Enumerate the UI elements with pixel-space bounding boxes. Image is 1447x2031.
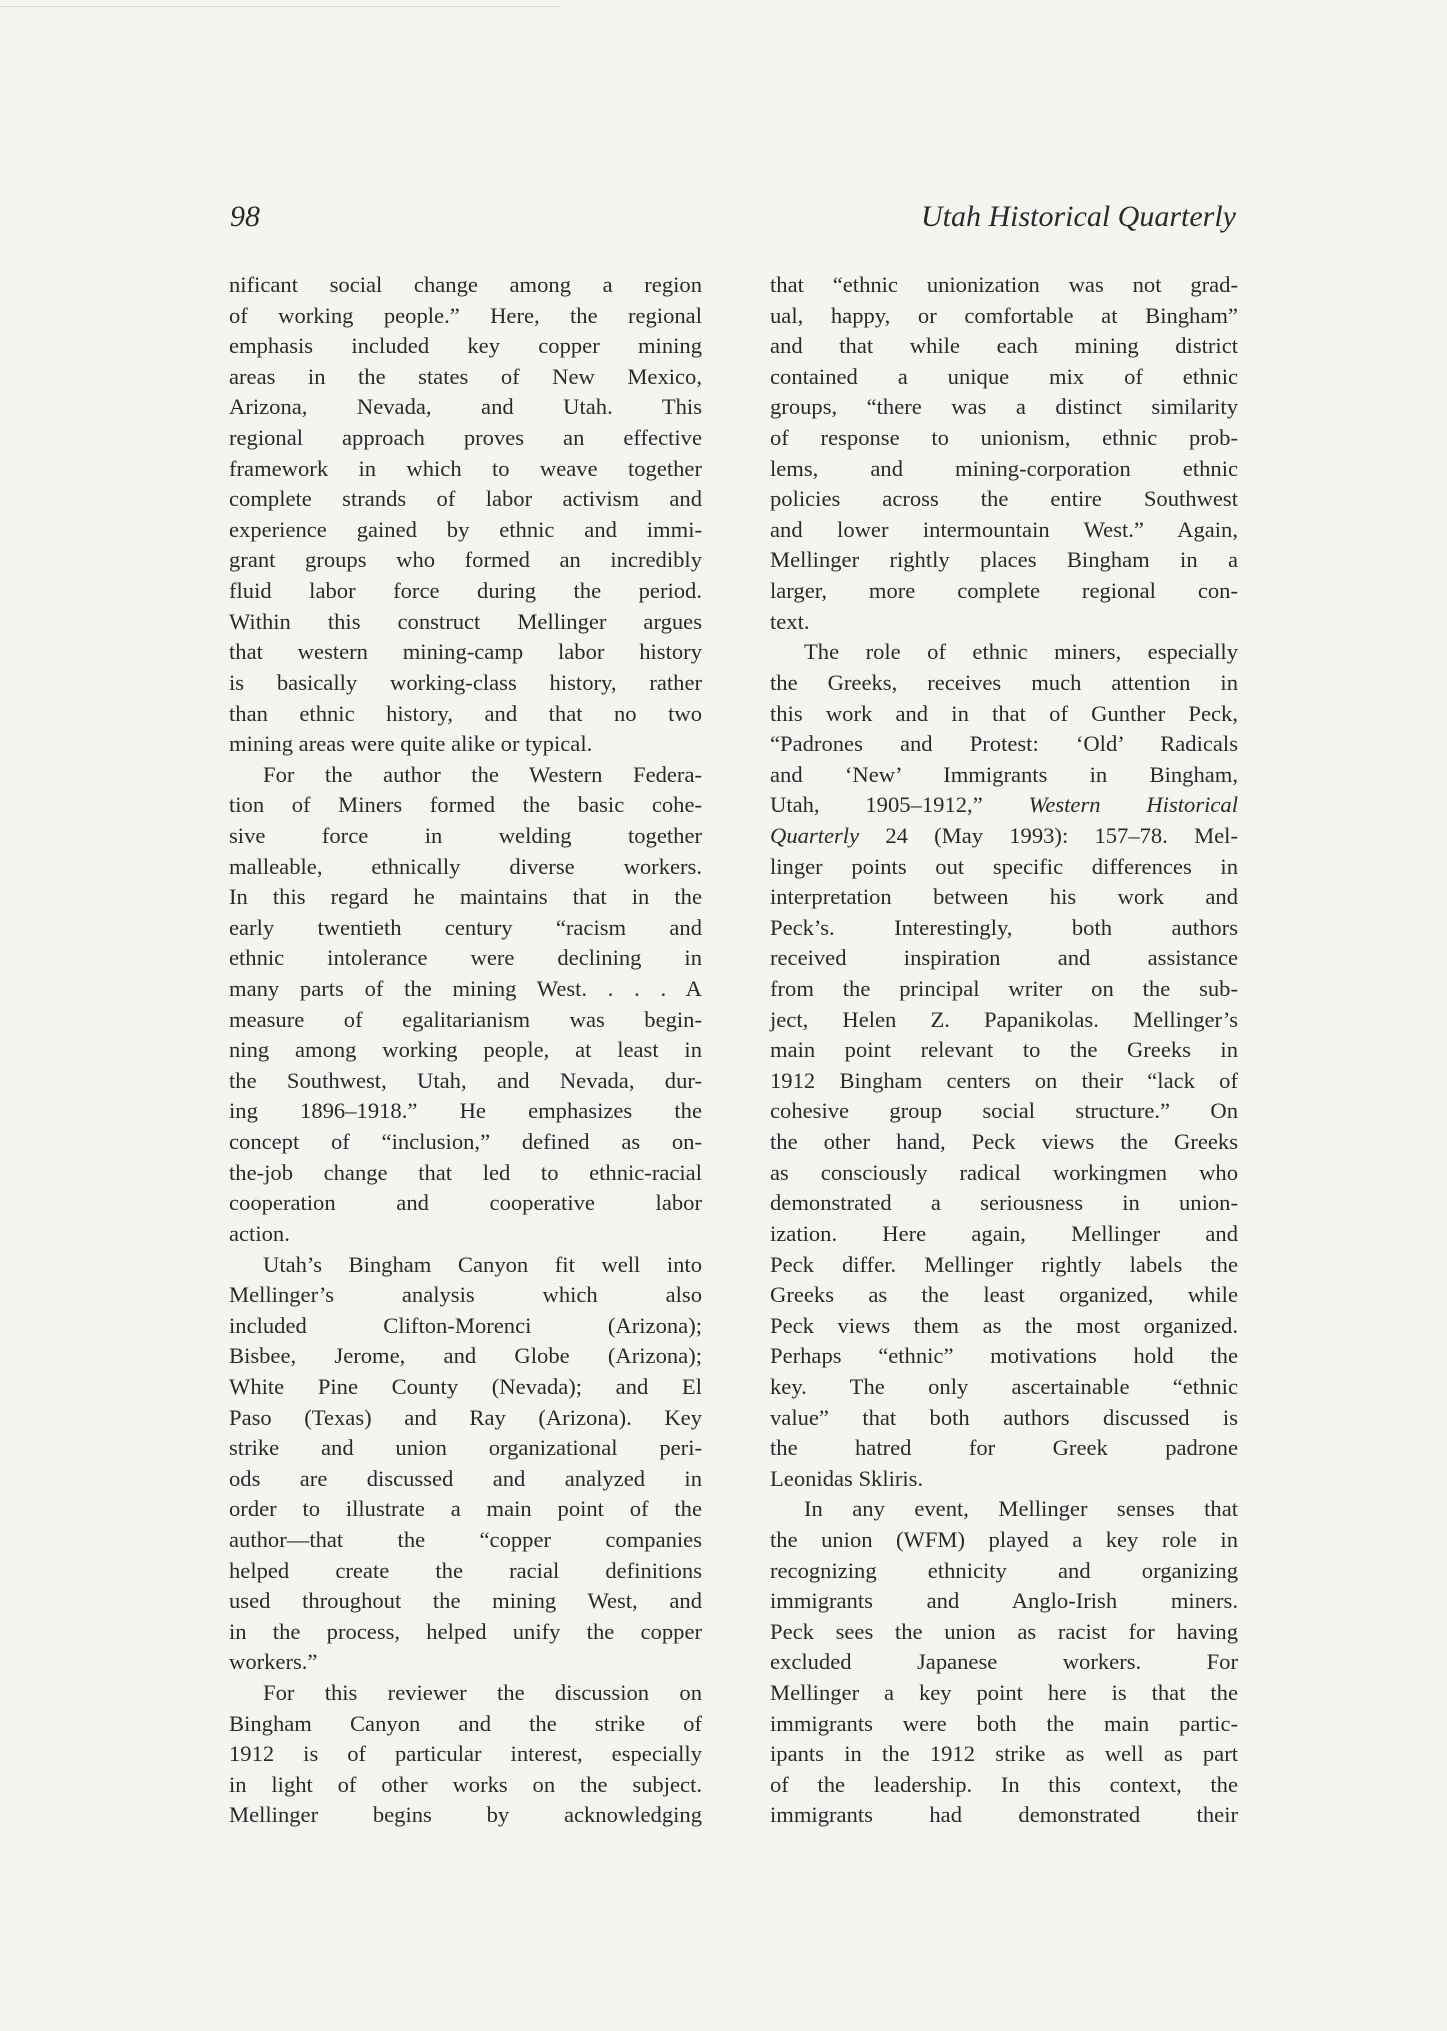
text-line <box>229 1188 702 1219</box>
line-text: in light of other works on the subject. <box>229 1771 702 1797</box>
text-line <box>770 1219 1238 1250</box>
text-line <box>770 1341 1238 1372</box>
line-text: ipants in the 1912 strike as well as part <box>770 1741 1238 1767</box>
line-text: Paso (Texas) and Ray (Arizona). Key <box>229 1404 702 1430</box>
line-text: Perhaps “ethnic” motivations hold the <box>770 1343 1238 1369</box>
line-text: policies across the entire Southwest <box>770 486 1238 512</box>
line-text: as consciously radical workingmen who <box>770 1159 1238 1185</box>
text-line <box>770 1158 1238 1189</box>
line-text: Arizona, Nevada, and Utah. This <box>229 394 702 420</box>
text-line <box>770 362 1238 393</box>
line-text: than ethnic history, and that no two <box>229 700 702 726</box>
line-text: White Pine County (Nevada); and El <box>229 1373 702 1399</box>
line-text: this work and in that of Gunther Peck, <box>770 700 1238 726</box>
line-text: Peck differ. Mellinger rightly labels the <box>770 1251 1238 1277</box>
text-line <box>770 331 1238 362</box>
text-line <box>229 1372 702 1403</box>
text-line <box>229 1556 702 1587</box>
line-text: For this reviewer the discussion on <box>263 1680 702 1706</box>
line-text: sive force in welding together <box>229 822 702 848</box>
text-line <box>770 392 1238 423</box>
line-text: the Southwest, Utah, and Nevada, dur- <box>229 1067 702 1093</box>
line-text: included Clifton-Morenci (Arizona); <box>229 1312 702 1338</box>
text-line <box>229 1647 702 1678</box>
text-line <box>770 913 1238 944</box>
line-text: lems, and mining-corporation ethnic <box>770 455 1238 481</box>
line-text: Mellinger’s analysis which also <box>229 1282 702 1308</box>
text-line <box>229 1709 702 1740</box>
line-text: recognizing ethnicity and organizing <box>770 1557 1238 1583</box>
text-line <box>770 301 1238 332</box>
line-text: Peck’s. Interestingly, both authors <box>770 914 1238 940</box>
text-line <box>229 882 702 913</box>
line-text: immigrants and Anglo-Irish miners. <box>770 1588 1238 1614</box>
line-text: author—that the “copper companies <box>229 1526 702 1552</box>
text-line <box>770 1005 1238 1036</box>
text-line <box>229 1096 702 1127</box>
line-text: cooperation and cooperative labor <box>229 1190 702 1216</box>
line-text: linger points out specific differences in <box>770 853 1238 879</box>
text-line <box>770 454 1238 485</box>
line-text: regional approach proves an effective <box>229 425 702 451</box>
text-line <box>770 1525 1238 1556</box>
line-text: malleable, ethnically diverse workers. <box>229 853 702 879</box>
text-line <box>229 821 702 852</box>
text-line <box>229 1250 702 1281</box>
text-line <box>229 1739 702 1770</box>
text-line <box>229 1617 702 1648</box>
text-line <box>770 1739 1238 1770</box>
line-text: groups, “there was a distinct similarity <box>770 394 1238 420</box>
text-line <box>770 1647 1238 1678</box>
line-text: contained a unique mix of ethnic <box>770 363 1238 389</box>
right-column <box>770 270 1238 1831</box>
text-line <box>770 1280 1238 1311</box>
line-text: used throughout the mining West, and <box>229 1588 702 1614</box>
text-line <box>770 1250 1238 1281</box>
text-line <box>770 1494 1238 1525</box>
line-text: the-job change that led to ethnic-racial <box>229 1159 702 1185</box>
text-line <box>229 331 702 362</box>
line-text: Mellinger rightly places Bingham in a <box>770 547 1238 573</box>
text-line <box>770 1127 1238 1158</box>
line-text: Bisbee, Jerome, and Globe (Arizona); <box>229 1343 702 1369</box>
line-text: immigrants were both the main partic- <box>770 1710 1238 1736</box>
line-text: Within this construct Mellinger argues <box>229 608 702 634</box>
line-text: value” that both authors discussed is <box>770 1404 1238 1430</box>
page-number: 98 <box>230 200 260 233</box>
line-text: of the leadership. In this context, the <box>770 1771 1238 1797</box>
line-text: In any event, Mellinger senses that <box>804 1496 1238 1522</box>
line-text: Peck sees the union as racist for having <box>770 1618 1238 1644</box>
text-line <box>770 1433 1238 1464</box>
line-text: is basically working-class history, rather <box>229 669 702 695</box>
text-line <box>229 1005 702 1036</box>
line-text: nificant social change among a region <box>229 272 702 297</box>
line-text: order to illustrate a main point of the <box>229 1496 702 1522</box>
line-text: the Greeks, receives much attention in <box>770 669 1238 695</box>
text-line <box>229 1035 702 1066</box>
text-line <box>770 1403 1238 1434</box>
line-text: excluded Japanese workers. For <box>770 1649 1238 1675</box>
text-line <box>229 1066 702 1097</box>
text-line <box>229 607 702 638</box>
text-line <box>770 515 1238 546</box>
italic-title: Quarterly <box>770 822 860 848</box>
text-line <box>770 1678 1238 1709</box>
line-text: action. <box>229 1220 290 1246</box>
text-line <box>770 882 1238 913</box>
line-text: concept of “inclusion,” defined as on- <box>229 1129 702 1155</box>
text-line <box>229 760 702 791</box>
text-line <box>770 1800 1238 1831</box>
text-line <box>770 790 1238 821</box>
line-text: and that while each mining district <box>770 333 1238 359</box>
text-line <box>229 699 702 730</box>
line-text: emphasis included key copper mining <box>229 333 702 359</box>
text-line <box>229 943 702 974</box>
line-text: areas in the states of New Mexico, <box>229 363 702 389</box>
text-line <box>229 974 702 1005</box>
text-line <box>229 913 702 944</box>
text-line <box>229 484 702 515</box>
line-text: and lower intermountain West.” Again, <box>770 516 1238 542</box>
line-text: helped create the racial definitions <box>229 1557 702 1583</box>
line-text: Leonidas Skliris. <box>770 1465 924 1491</box>
line-text: 1912 Bingham centers on their “lack of <box>770 1067 1238 1093</box>
line-text: framework in which to weave together <box>229 455 702 481</box>
line-text: ization. Here again, Mellinger and <box>770 1220 1238 1246</box>
line-text: demonstrated a seriousness in union- <box>770 1190 1238 1216</box>
line-text: For the author the Western Federa- <box>263 761 702 787</box>
text-line <box>229 1464 702 1495</box>
text-line <box>229 729 702 760</box>
line-text: in the process, helped unify the copper <box>229 1618 702 1644</box>
text-line <box>229 392 702 423</box>
line-text: that “ethnic unionization was not grad- <box>770 272 1238 297</box>
text-line <box>229 1433 702 1464</box>
text-line <box>229 1800 702 1831</box>
text-line <box>770 1709 1238 1740</box>
text-line <box>770 270 1238 301</box>
line-text: Bingham Canyon and the strike of <box>229 1710 702 1736</box>
line-text: the hatred for Greek padrone <box>770 1435 1238 1461</box>
line-text: the other hand, Peck views the Greeks <box>770 1129 1238 1155</box>
line-text: tion of Miners formed the basic cohe- <box>229 792 702 818</box>
text-line <box>770 1096 1238 1127</box>
text-line <box>770 821 1238 852</box>
line-text: mining areas were quite alike or typical. <box>229 731 593 757</box>
text-line <box>770 1035 1238 1066</box>
line-text: ethnic intolerance were declining in <box>229 945 702 971</box>
text-line <box>229 1311 702 1342</box>
line-text: 1912 is of particular interest, especially <box>229 1741 702 1767</box>
line-text: “Padrones and Protest: ‘Old’ Radicals <box>770 731 1238 757</box>
text-line <box>229 270 702 301</box>
text-line <box>770 760 1238 791</box>
text-line <box>770 1311 1238 1342</box>
text-line <box>770 607 1238 638</box>
text-line <box>229 1219 702 1250</box>
line-text: larger, more complete regional con- <box>770 578 1238 604</box>
line-text: Utah, 1905–1912,” <box>770 792 983 818</box>
left-column <box>229 270 702 1831</box>
text-line <box>770 974 1238 1005</box>
line-text: ject, Helen Z. Papanikolas. Mellinger’s <box>770 1006 1238 1032</box>
line-text: and ‘New’ Immigrants in Bingham, <box>770 761 1238 787</box>
text-line <box>770 1586 1238 1617</box>
line-text: from the principal writer on the sub- <box>770 976 1238 1002</box>
text-line <box>229 1678 702 1709</box>
line-text: immigrants had demonstrated their <box>770 1802 1238 1828</box>
text-line <box>770 1464 1238 1495</box>
text-line <box>770 637 1238 668</box>
text-line <box>229 852 702 883</box>
text-line <box>229 515 702 546</box>
line-text: main point relevant to the Greeks in <box>770 1037 1238 1063</box>
text-line <box>770 729 1238 760</box>
text-line <box>770 668 1238 699</box>
line-text: complete strands of labor activism and <box>229 486 702 512</box>
italic-title: Western Historical <box>1028 792 1238 818</box>
line-text: key. The only ascertainable “ethnic <box>770 1373 1238 1399</box>
text-line <box>229 637 702 668</box>
line-text: received inspiration and assistance <box>770 945 1238 971</box>
page-header <box>230 200 1236 244</box>
line-text: experience gained by ethnic and immi- <box>229 516 702 542</box>
text-line <box>770 484 1238 515</box>
text-line <box>770 943 1238 974</box>
line-text: The role of ethnic miners, especially <box>804 639 1238 665</box>
text-line <box>229 423 702 454</box>
line-text: cohesive group social structure.” On <box>770 1098 1238 1124</box>
line-text: text. <box>770 608 810 634</box>
text-line <box>229 1586 702 1617</box>
text-line <box>770 576 1238 607</box>
text-line <box>770 545 1238 576</box>
text-line <box>229 668 702 699</box>
text-line <box>229 1341 702 1372</box>
text-line <box>229 1280 702 1311</box>
line-text: early twentieth century “racism and <box>229 914 702 940</box>
text-line <box>770 852 1238 883</box>
text-line <box>770 699 1238 730</box>
line-text: Mellinger a key point here is that the <box>770 1680 1238 1706</box>
line-text: 24 (May 1993): 157–78. Mel- <box>885 822 1238 848</box>
text-line <box>770 1770 1238 1801</box>
text-line <box>229 362 702 393</box>
line-text: of response to unionism, ethnic prob- <box>770 425 1238 451</box>
text-line <box>770 1066 1238 1097</box>
scan-edge-line <box>0 6 560 7</box>
text-line <box>229 1127 702 1158</box>
text-line <box>770 423 1238 454</box>
text-line <box>770 1556 1238 1587</box>
line-text: many parts of the mining West. . . . A <box>229 976 702 1002</box>
line-text: that western mining-camp labor history <box>229 639 702 665</box>
text-line <box>229 1770 702 1801</box>
line-text: of working people.” Here, the regional <box>229 302 702 328</box>
text-line <box>229 301 702 332</box>
text-line <box>770 1372 1238 1403</box>
line-text: fluid labor force during the period. <box>229 578 702 604</box>
text-line <box>770 1617 1238 1648</box>
line-text: Utah’s Bingham Canyon fit well into <box>263 1251 702 1277</box>
line-text: strike and union organizational peri- <box>229 1435 702 1461</box>
line-text: the union (WFM) played a key role in <box>770 1526 1238 1552</box>
text-line <box>229 454 702 485</box>
text-line <box>229 1494 702 1525</box>
text-line <box>770 1188 1238 1219</box>
line-text: interpretation between his work and <box>770 884 1238 910</box>
line-text: ing 1896–1918.” He emphasizes the <box>229 1098 702 1124</box>
line-text: ning among working people, at least in <box>229 1037 702 1063</box>
line-text: Mellinger begins by acknowledging <box>229 1802 702 1828</box>
line-text: Peck views them as the most organized. <box>770 1312 1238 1338</box>
text-line <box>229 1158 702 1189</box>
line-text: In this regard he maintains that in the <box>229 884 702 910</box>
line-text: measure of egalitarianism was begin- <box>229 1006 702 1032</box>
text-line <box>229 1403 702 1434</box>
text-line <box>229 1525 702 1556</box>
line-text: ods are discussed and analyzed in <box>229 1465 702 1491</box>
line-text: ual, happy, or comfortable at Bingham” <box>770 302 1238 328</box>
text-line <box>229 790 702 821</box>
line-text: grant groups who formed an incredibly <box>229 547 702 573</box>
line-text: workers.” <box>229 1649 318 1675</box>
line-text: Greeks as the least organized, while <box>770 1282 1238 1308</box>
text-line <box>229 576 702 607</box>
text-line <box>229 545 702 576</box>
running-head: Utah Historical Quarterly <box>921 200 1236 233</box>
